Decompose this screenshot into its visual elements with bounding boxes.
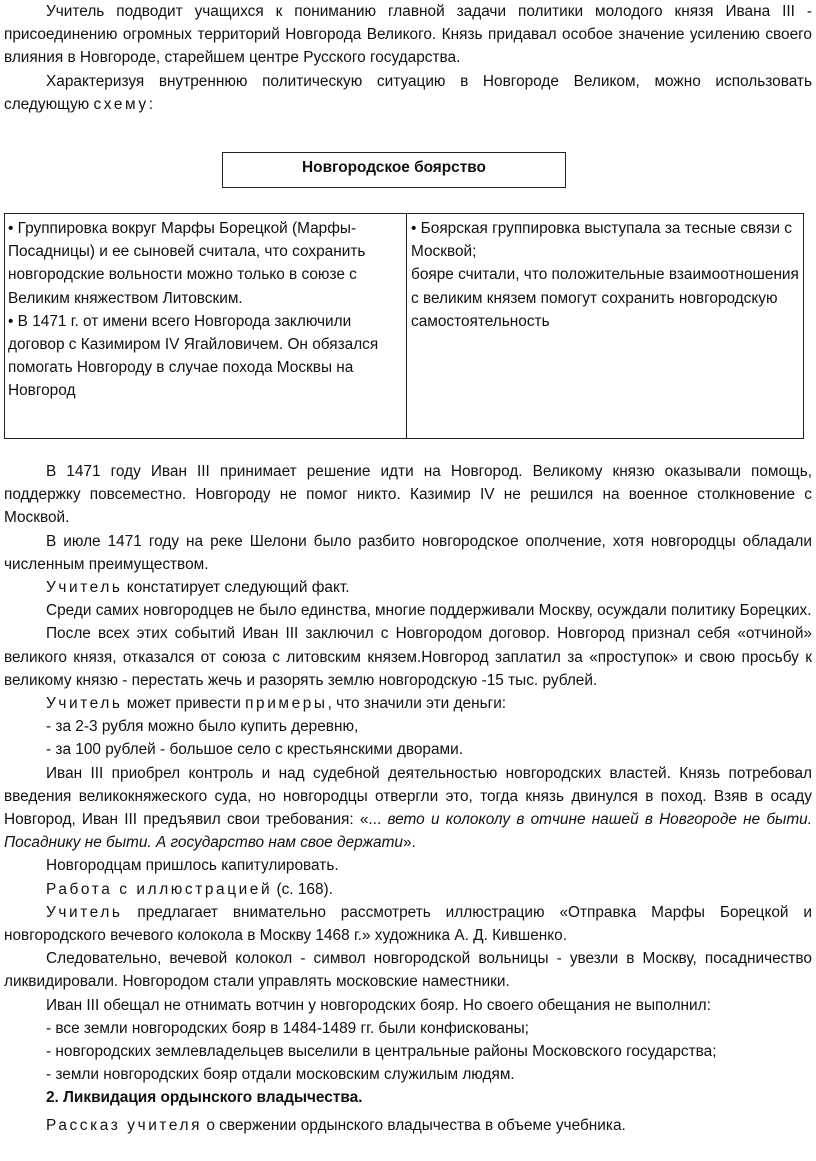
dash-item: - новгородских землевладельцев выселили в центральные районы Московского государства; [46, 1043, 717, 1061]
spaced-word: Учитель [46, 903, 123, 921]
schema-right-item: • Боярская группировка выступала за тесные связи с Москвой; [411, 220, 792, 261]
paragraph: Следовательно, вечевой колокол - символ новгородской вольницы - увезли в Москву, посадничество ликвидировали. Новгородом стали управлять московские наместники. [4, 950, 812, 991]
schema-left-item: • Группировка вокруг Марфы Борецкой (Марфы-Посадницы) и ее сыновей считала, что сохранить новгородские вольности можно только в союзе с Великим княжеством Литовским. [8, 220, 366, 307]
paragraph [4, 576, 812, 599]
schema-left-column [5, 214, 407, 438]
paragraph: После всех этих событий Иван III заключил с Новгородом договор. Новгород признал себя «отчиной» великого князя, отказался от союза с литовским князем.Новгород заплатил за «проступок» и свою просьбу к великому князю - перестать жечь и разорять землю новгородскую -15 тыс. рублей. [4, 625, 812, 689]
schema-table [4, 213, 804, 439]
main-text [4, 460, 812, 1137]
paragraph: В июле 1471 году на реке Шелони было разбито новгородское ополчение, хотя новгородцы обладали численным преимуществом. [4, 532, 812, 573]
dash-item: - за 2-3 рубля можно было купить деревню, [46, 718, 359, 736]
intro-text-end: : [148, 95, 153, 113]
spaced-word: схему [93, 95, 149, 113]
spaced-word: Учитель [46, 579, 123, 597]
dash-item: - земли новгородских бояр отдали московским служилым людям. [46, 1066, 515, 1084]
spaced-word: Работа с иллюстрацией [46, 880, 273, 898]
spaced-word: примеры [245, 695, 328, 713]
paragraph [4, 1114, 812, 1137]
text: констатирует следующий факт. [122, 579, 350, 597]
paragraph [4, 901, 812, 947]
spaced-word: Учитель [46, 695, 123, 713]
intro-paragraph-2 [4, 70, 812, 116]
intro-text: Характеризуя внутреннюю политическую ситуацию в Новгороде Великом, можно использовать следующую [4, 72, 812, 113]
paragraph [4, 878, 812, 901]
page-intro [4, 0, 812, 116]
quote-italic: вето и колоколу в отчине нашей в Новгороде не быти. Посаднику не быти. А государство нам свое держати [4, 811, 813, 852]
schema-right-column [407, 214, 803, 438]
dash-item: - все земли новгородских бояр в 1484-1489 гг. были конфискованы; [46, 1019, 529, 1037]
paragraph: Иван III обещал не отнимать вотчин у новгородских бояр. Но своего обещания не выполнил: [46, 996, 711, 1014]
dash-item: - за 100 рублей - большое село с крестьянскими дворами. [46, 741, 463, 759]
text: , что значили эти деньги: [327, 695, 507, 713]
section-heading: 2. Ликвидация ордынского владычества. [46, 1089, 363, 1107]
paragraph: Среди самих новгородцев не было единства, многие поддерживали Москву, осуждали политику Борецких. [46, 602, 812, 620]
text: о свержении ордынского владычества в объеме учебника. [202, 1116, 626, 1134]
text: предлагает внимательно рассмотреть иллюстрацию «Отправка Марфы Борецкой и новгородского вечевого колокола в Москву 1468 г.» художника А. Д. Кившенко. [4, 903, 812, 945]
paragraph: Новгородцам пришлось капитулировать. [46, 857, 339, 875]
paragraph [4, 762, 812, 855]
schema-right-item: бояре считали, что положительные взаимоотношения с великим князем помогут сохранить новгородскую самостоятельность [411, 266, 799, 330]
paragraph: В 1471 году Иван III принимает решение идти на Новгород. Великому князю оказывали помощь, поддержку повсеместно. Новгороду не помог никто. Казимир IV не решился на военное столкновение с Москвой. [4, 463, 812, 527]
schema-title: Новгородское боярство [222, 152, 566, 188]
intro-paragraph-1: Учитель подводит учащихся к пониманию главной задачи политики молодого князя Ивана III - присоединению огромных территорий Новгорода Великого. Князь придавал особое значение усилению своего влияния в Новгороде, старейшем центре Русского государства. [4, 3, 812, 67]
text: (с. 168). [272, 880, 333, 898]
spaced-word: Рассказ учителя [46, 1116, 203, 1134]
text: ». [403, 834, 416, 852]
text: Иван III приобрел контроль и над судебной деятельностью новгородских властей. Князь потребовал введения великокняжеского суда, но новгородцы отвергли это, тогда князь двинулся в поход. Взяв в осаду Новгород, Иван III предъявил свои требования: «... [4, 764, 812, 829]
text: может привести [122, 695, 246, 713]
paragraph [4, 692, 812, 715]
schema-left-item: • В 1471 г. от имени всего Новгорода заключили договор с Казимиром IV Ягайловичем. Он обязался помогать Новгороду в случае похода Москвы на Новгород [8, 312, 379, 400]
